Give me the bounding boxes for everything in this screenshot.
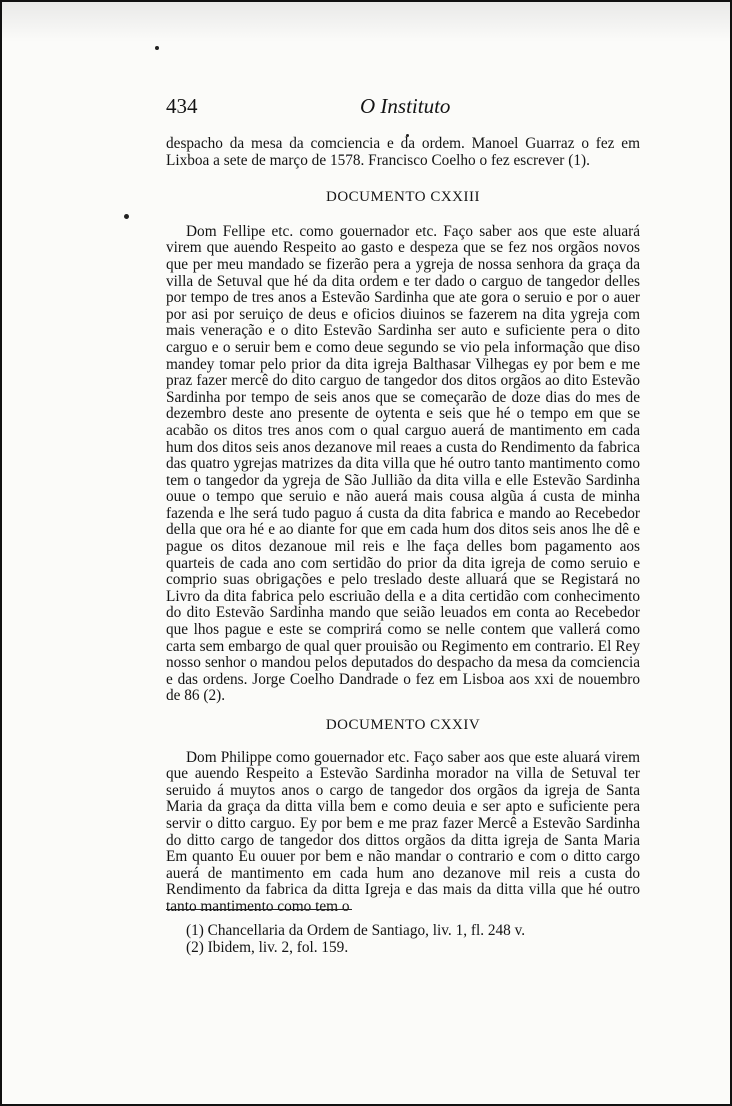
intro-paragraph: despacho da mesa da comciencia e da ordem. Manoel Guarraz o fez em Lixboa a sete de março de 1578. Francisco Coelho o fez escrever (1). [166,135,640,169]
page-number: 434 [166,94,198,118]
document-heading-cxxiii: DOCUMENTO CXXIII [326,189,480,206]
scan-speck [155,46,159,50]
document-text-cxxiii: Dom Fellipe etc. como gouernador etc. Faço saber aos que este aluará virem que auendo Respeito ao gasto e despeza que se fez nos orgãos novos que per meu mandado se fizerão pera a ygreja de nossa senhora da graça da villa de Setuval que hé da dita ordem e ter dado o carguo de tangedor delles por tempo de tres anos a Estevão Sardinha que ate gora o seruio e por o auer por asi por seruiço de deus e oficios diuinos se fazerem na dita ygreja com mais veneração e o dito Estevão Sardinha ser auto e suficiente pera o dito carguo e o seruir bem e como deue segundo se vio pela informação que diso mandey tomar pelo prior da dita igreja Balthasar Vilhegas ey por bem e me praz fazer mercê do dito carguo de tangedor dos ditos orgãos ao dito Estevão Sardinha por tempo de seis anos que se começarão de doze dias do mes de dezembro deste ano presente de oytenta e seis que hé o tempo em que se acabão os ditos tres anos com o qual carguo auerá de mantimento em cada hum dos ditos seis anos dezanove mil reaes a custa do Rendimento da fabrica das quatro ygrejas matrizes da dita villa que hé outro tanto mantimento como tem o tangedor da ygreja de São Jullião da dita villa e elle Estevão Sardinha ouue o tempo que seruio e não auerá mais cousa algũa á custa de minha fazenda e lhe será tudo paguo á custa da dita fabrica e mando ao Recebedor della que ora hé e ao diante for que em cada hum dos ditos seis anos lhe dê e pague os ditos dezanoue mil reis e lhe faça delles bom pagamento aos quarteis de cada ano com sertidão do prior da dita igreja de como seruio e comprio suas obrigações e pelo treslado deste alluará que se Registará no Livro da dita fabrica pelo escriuão della e a dita certidão com conhecimento do dito Estevão Sardinha mando que seião leuados em conta ao Recebedor que lhos pague e este se comprirá como se nelle contem que vallerá como carta sem embargo de qual quer prouisão ou Regimento em contrario. El Rey nosso senhor o mandou pelos deputados do despacho da mesa da comciencia e das ordens. Jorge Coelho Dandrade o fez em Lisboa aos xxi de nouembro de 86 (2). [166,222,640,705]
footnote-2: (2) Ibidem, liv. 2, fol. 159. [186,939,349,956]
document-text-cxxiv: Dom Philippe como gouernador etc. Faço saber aos que este aluará virem que auendo Respeito a Estevão Sardinha morador na villa de Setuval ter seruido á muytos anos o cargo de tangedor dos orgãos da igreja de Santa Maria da graça da ditta villa bem e como deuia e ser apto e suficiente pera servir o ditto carguo. Ey por bem e me praz fazer Mercê a Estevão Sardinha do ditto cargo de tangedor dos dittos orgãos da ditta igreja de Santa Maria Em quanto Eu ouuer por bem e não mandar o contrario e com o ditto cargo auerá de mantimento em cada hum ano dezanove mil reis a custa do Rendimento da fabrica da ditta Igreja e das mais da ditta villa que hé outro tanto mantimento como tem o [166,748,640,915]
running-title: O Instituto [360,94,451,118]
footnotes [186,922,636,956]
scan-speck [124,214,129,219]
footnote-divider [166,909,352,910]
main-text [166,136,640,916]
document-heading-cxxiv: DOCUMENTO CXXIV [325,717,481,733]
page-header [166,94,640,124]
scan-edge-shading [2,2,730,42]
footnote-1: (1) Chancellaria da Ordem de Santiago, liv. 1, fl. 248 v. [186,922,526,939]
